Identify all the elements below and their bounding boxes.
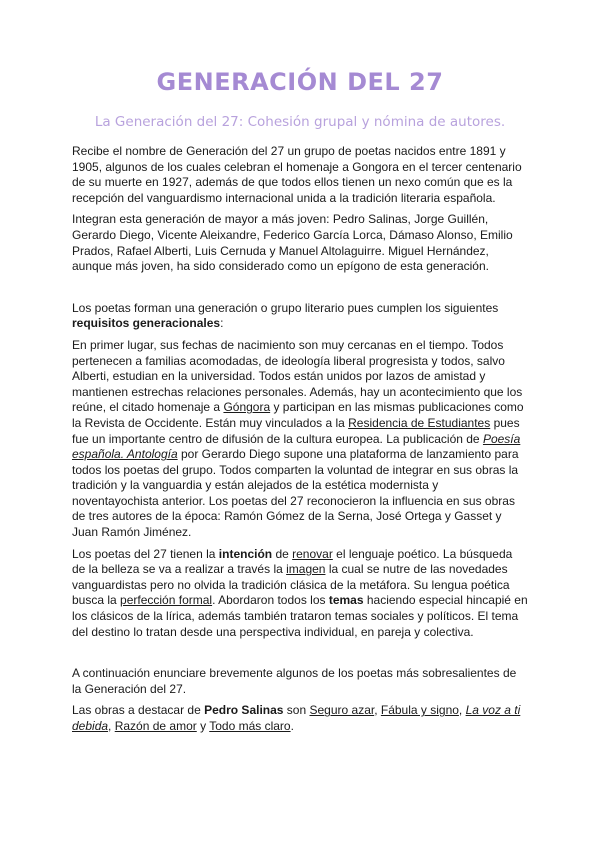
bold-term: requisitos generacionales [72,316,221,331]
text: y [196,719,210,733]
text: haciendo especial hincapié en los clásicos de la lírica, además también trataron temas sociales y políticos. El tema del destino lo tratan desde una perspectiva individual, en pareja y colectiva. [72,593,528,639]
paragraph-continuacion: A continuación enunciare brevemente algunos de los poetas más sobresalientes de la Generación del 27. [72,666,517,696]
paragraph-first [72,338,528,541]
text: , [374,703,381,718]
work-title: Razón de amor [114,719,197,733]
underlined-term: Residencia de Estudiantes [348,415,491,430]
work-title: Todo más claro [209,719,291,733]
text: la cual se nutre de las novedades vanguardistas pero no olvida la tradición clásica de la metáfora. Su lengua poética busca la [72,562,510,608]
text: de [272,546,293,561]
bold-term: temas [328,593,364,608]
text: , [108,719,115,733]
text: Los poetas del 27 tienen la [72,546,219,561]
paragraph-authors: Integran esta generación de mayor a más joven: Pedro Salinas, Jorge Guillén, Gerardo Diego, Vicente Aleixandre, Federico García Lorca, Dámaso Alonso, Emilio Prados, Rafael Alberti, Luis Cernuda y Manuel Altolaguirre. Miguel Hernández, aunque más joven, ha sido considerado como un epígono de esta generación. [72,212,513,274]
document-title: GENERACIÓN DEL 27 [156,68,444,96]
underlined-term: perfección formal [120,593,213,608]
paragraph-intencion [72,547,528,641]
text: y participan en las mismas publicaciones como la Revista de Occidente. Están muy vinculados a la [72,400,524,430]
author-name: Pedro Salinas [204,703,284,718]
text: : [220,316,224,331]
underlined-term: imagen [286,562,326,577]
underlined-term: Góngora [223,400,271,415]
spacer [72,281,528,301]
text: En primer lugar, sus fechas de nacimiento son muy cercanas en el tiempo. Todos pertenecen a familias acomodadas, de ideología liberal progresista y todos, salvo Alberti, estudian en la universidad. Todos están unidos por lazos de amistad y mantienen estrechas relaciones personales. Además, hay un acontecimiento que los reúne, el citado homenaje a [72,337,523,415]
text: . Abordaron todos los [212,593,329,608]
paragraph-intro: Recibe el nombre de Generación del 27 un grupo de poetas nacidos entre 1891 y 1905, algunos de los cuales celebran el homenaje a Gongora en el tercer centenario de su muerte en 1927, además de que todos ellos tienen un nexo común que es la recepción del vanguardismo internacional unida a la tradición literaria española. [72,144,522,205]
text: son [283,703,310,718]
text: . [290,719,294,733]
bold-term: intención [218,546,273,561]
work-title: Fábula y signo [380,703,459,718]
paragraph-requisitos [72,301,528,332]
text: el lenguaje poético. La búsqueda de la belleza se va a realizar a través la [72,546,513,577]
spacer [72,646,528,666]
text: por Gerardo Diego supone una plataforma de lanzamiento para todos los poetas del grupo. Todos comparten la voluntad de integrar en sus obras la tradición y la vanguardia y están alejados de la estética modernista y noventayochista anterior. Los poetas del 27 reconocieron la influencia en sus obras de tres autores de la época: Ramón Gómez de la Serna, José Ortega y Gasset y Juan Ramón Jiménez. [72,447,519,540]
text: Las obras a destacar de [72,703,205,718]
underlined-term: renovar [292,546,333,561]
text: Los poetas forman una generación o grupo literario pues cumplen los siguientes [72,300,499,315]
document-subtitle: La Generación del 27: Cohesión grupal y nómina de autores. [94,114,506,130]
text: pues fue un importante centro de difusión de la cultura europea. La publicación de [72,415,520,446]
work-title: La voz a ti debida [72,703,521,733]
text: , [458,703,466,718]
paragraph-salinas [72,703,528,734]
work-title: Seguro azar [309,703,375,718]
work-title: Poesía española. Antología [72,431,521,462]
